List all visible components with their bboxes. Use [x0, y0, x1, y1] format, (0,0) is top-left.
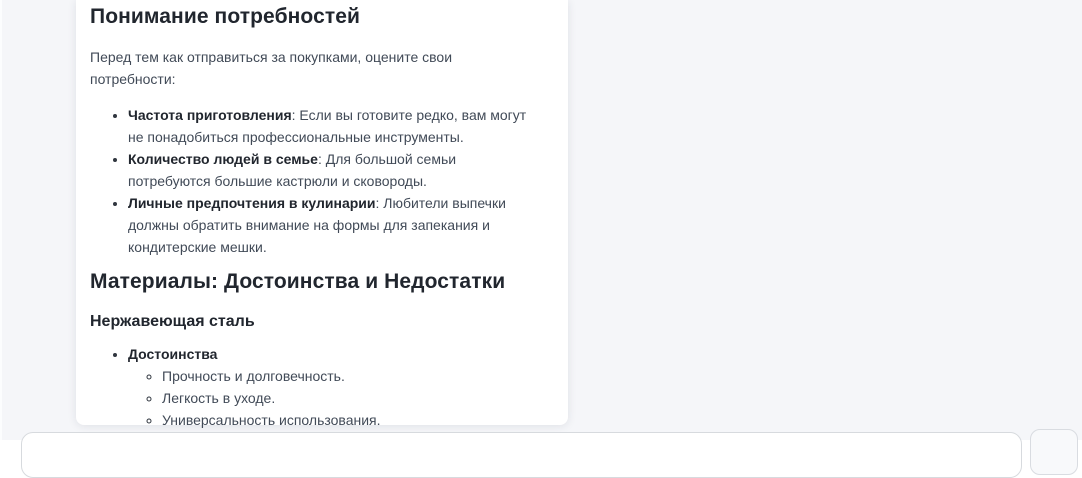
composer-side-button[interactable] [1030, 429, 1078, 475]
subheading-stainless-steel: Нержавеющая сталь [90, 313, 255, 330]
section-heading-needs: Понимание потребностей [90, 5, 361, 28]
list-item: ◦ Легкость в уходе. [162, 387, 540, 409]
window-edge [0, 0, 2, 440]
pros-sublist [128, 365, 540, 431]
message-input[interactable] [22, 433, 1021, 477]
list-item [128, 343, 540, 431]
list-item-desc: : Для большой семьи потребуются большие кастрюли и сковороды. [128, 151, 457, 189]
list-item [128, 148, 540, 192]
message-input-bar[interactable] [21, 432, 1022, 478]
list-item: ◦ Прочность и долговечность. [162, 365, 540, 387]
article-card [76, 0, 568, 428]
list-item-desc: : Любители выпечки должны обратить внимание на формы для запекания и кондитерские мешки. [128, 195, 506, 255]
pros-label: Достоинства [128, 346, 218, 362]
intro-paragraph: Перед тем как отправиться за покупками, оцените свои потребности: [90, 49, 453, 87]
list-item-term: Количество людей в семье [128, 151, 318, 167]
list-item-desc: : Если вы готовите редко, вам могут не понадобиться профессиональные инструменты. [128, 107, 527, 145]
list-item: ◦ Универсальность использования. [162, 409, 540, 431]
needs-list [90, 104, 540, 258]
list-item [128, 104, 540, 148]
list-item [128, 192, 540, 258]
list-item-term: Личные предпочтения в кулинарии [128, 195, 376, 211]
section-heading-materials: Материалы: Достоинства и Недостатки [90, 270, 506, 293]
list-item-term: Частота приготовления [128, 107, 292, 123]
